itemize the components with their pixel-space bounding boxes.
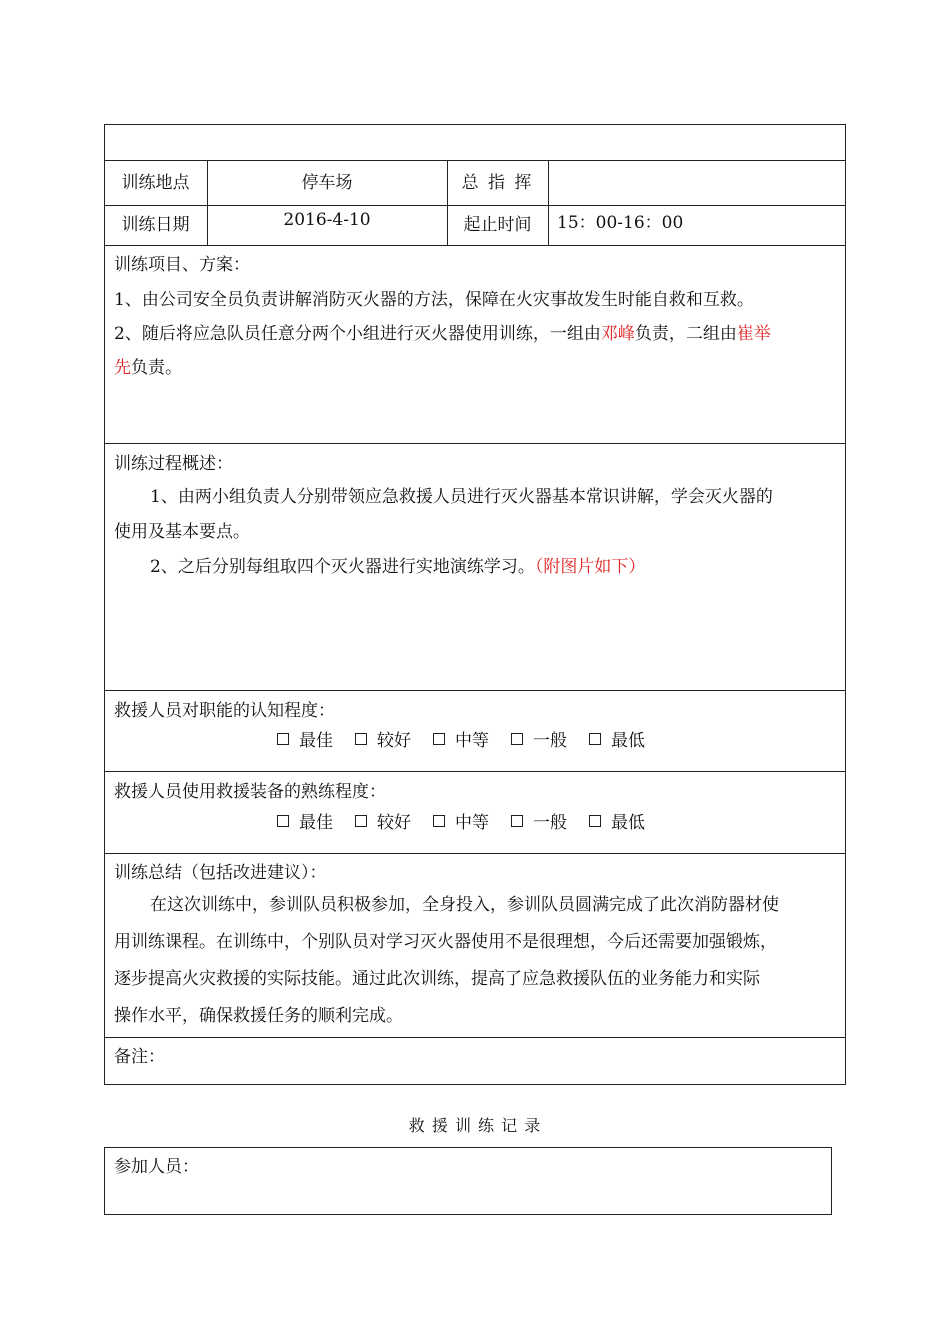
option-label: 最佳	[299, 813, 333, 833]
checkbox-icon[interactable]	[433, 815, 445, 827]
process-item-1: 1、由两小组负责人分别带领应急救援人员进行灭火器基本常识讲解，学会灭火器的	[150, 487, 773, 507]
awareness-title: 救援人员对职能的认知程度：	[114, 701, 335, 721]
proficiency-option-medium[interactable]	[433, 808, 489, 833]
proficiency-option-lowest[interactable]	[589, 808, 645, 833]
summary-line-3: 逐步提高火灾救援的实际技能。通过此次训练，提高了应急救援队伍的业务能力和实际	[114, 969, 760, 989]
record-title: 救 援 训 练 记 录	[408, 1116, 542, 1135]
option-label: 较好	[377, 731, 411, 751]
proficiency-option-best[interactable]	[277, 808, 333, 833]
process-item-2-text: 2、之后分别每组取四个灭火器进行实地演练学习。	[150, 557, 535, 577]
summary-line-4: 操作水平，确保救援任务的顺利完成。	[114, 1006, 403, 1026]
column-divider	[548, 160, 549, 245]
proficiency-title: 救援人员使用救援装备的熟练程度：	[114, 782, 386, 802]
row-divider	[104, 205, 846, 206]
plan-item-2-text: 2、随后将应急队员任意分两个小组进行灭火器使用训练，一组由	[114, 324, 601, 344]
checkbox-icon[interactable]	[433, 733, 445, 745]
time-value: 15：00-16：00	[557, 213, 684, 233]
plan-item-2	[114, 319, 771, 344]
attachment-note: （附图片如下）	[534, 557, 646, 577]
process-title: 训练过程概述：	[114, 454, 233, 474]
plan-item-2-text: 负责，二组由	[634, 324, 737, 344]
option-label: 一般	[533, 813, 567, 833]
checkbox-icon[interactable]	[355, 733, 367, 745]
group2-leader: 崔举	[736, 324, 771, 344]
date-value: 2016-4-10	[283, 210, 371, 230]
checkbox-icon[interactable]	[277, 815, 289, 827]
checkbox-icon[interactable]	[589, 733, 601, 745]
participants-label: 参加人员：	[114, 1157, 199, 1177]
checkbox-icon[interactable]	[511, 733, 523, 745]
time-label: 起止时间	[463, 215, 532, 235]
proficiency-option-fair[interactable]	[511, 808, 567, 833]
awareness-option-medium[interactable]	[433, 726, 489, 751]
process-item-1-cont: 使用及基本要点。	[114, 522, 250, 542]
checkbox-icon[interactable]	[511, 815, 523, 827]
group2-leader-cont: 先	[114, 358, 131, 378]
row-divider	[104, 160, 846, 161]
plan-item-2-cont	[114, 353, 182, 378]
checkbox-icon[interactable]	[277, 733, 289, 745]
process-item-2	[150, 552, 645, 577]
remarks-label: 备注：	[114, 1047, 165, 1067]
row-divider	[104, 443, 846, 444]
option-label: 一般	[533, 731, 567, 751]
plan-item-2-text: 负责。	[131, 358, 182, 378]
row-divider	[104, 690, 846, 691]
date-label: 训练日期	[121, 215, 190, 235]
awareness-option-fair[interactable]	[511, 726, 567, 751]
awareness-options	[277, 726, 645, 751]
commander-label: 总 指 挥	[461, 173, 534, 193]
proficiency-options	[277, 808, 645, 833]
plan-title: 训练项目、方案：	[114, 255, 250, 275]
option-label: 最佳	[299, 731, 333, 751]
plan-item-1: 1、由公司安全员负责讲解消防灭火器的方法，保障在火灾事故发生时能自救和互救。	[114, 290, 754, 310]
checkbox-icon[interactable]	[355, 815, 367, 827]
summary-line-2: 用训练课程。在训练中，个别队员对学习灭火器使用不是很理想，今后还需要加强锻炼，	[114, 932, 777, 952]
awareness-option-lowest[interactable]	[589, 726, 645, 751]
summary-line-1: 在这次训练中，参训队员积极参加，全身投入，参训队员圆满完成了此次消防器材使	[150, 895, 779, 915]
group1-leader: 邓峰	[600, 324, 635, 344]
option-label: 中等	[455, 813, 489, 833]
option-label: 中等	[455, 731, 489, 751]
awareness-option-good[interactable]	[355, 726, 411, 751]
row-divider	[104, 771, 846, 772]
summary-title: 训练总结（包括改进建议）：	[114, 863, 327, 883]
proficiency-option-good[interactable]	[355, 808, 411, 833]
option-label: 较好	[377, 813, 411, 833]
row-divider	[104, 1037, 846, 1038]
participants-table	[104, 1147, 832, 1215]
location-label: 训练地点	[121, 173, 190, 193]
location-value: 停车场	[301, 173, 353, 193]
awareness-option-best[interactable]	[277, 726, 333, 751]
option-label: 最低	[611, 813, 645, 833]
row-divider	[104, 853, 846, 854]
checkbox-icon[interactable]	[589, 815, 601, 827]
row-divider	[104, 245, 846, 246]
option-label: 最低	[611, 731, 645, 751]
